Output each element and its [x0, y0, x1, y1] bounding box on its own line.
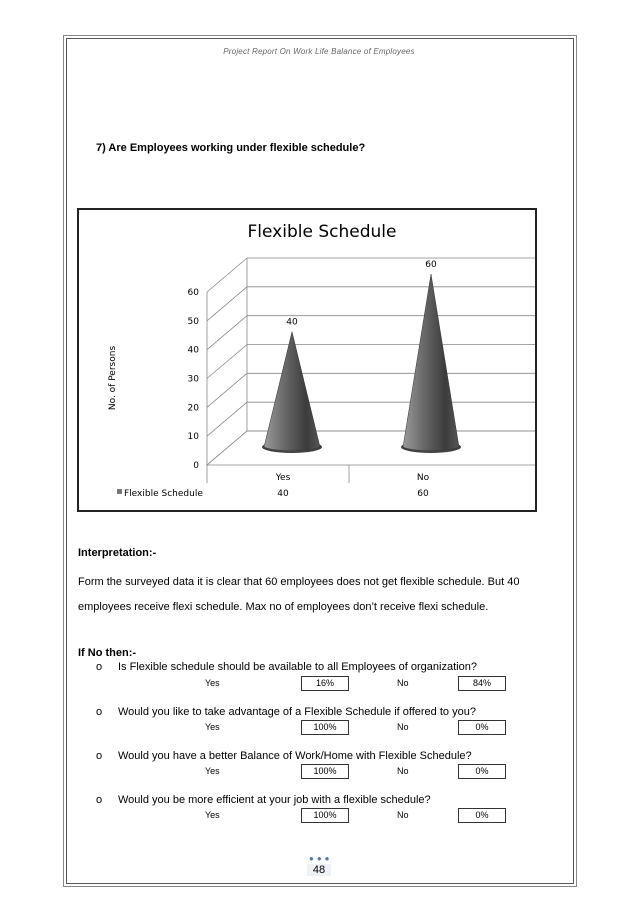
y-tick-label: 50 [187, 316, 199, 327]
yes-value-box: 100% [301, 720, 349, 735]
question-text: Would you be more efficient at your job with a flexible schedule? [118, 794, 431, 806]
question-title: 7) Are Employees working under flexible schedule? [96, 142, 366, 154]
yes-value-box: 16% [301, 676, 349, 691]
gridline-side [207, 258, 247, 292]
table-value: 60 [417, 489, 429, 499]
if-no-title: If No then:- [78, 647, 137, 659]
yes-value-box: 100% [301, 764, 349, 779]
y-tick-label: 60 [187, 288, 199, 298]
no-label: No [397, 722, 409, 732]
bullet-icon: o [96, 661, 103, 673]
y-axis-label: No. of Persons [108, 345, 118, 411]
chart-container [77, 208, 537, 512]
cone-bar [403, 274, 459, 451]
gridline-side [207, 402, 247, 436]
page-header: Project Report On Work Life Balance of Employees [223, 47, 415, 56]
yes-label: Yes [205, 722, 220, 732]
gridline-side [207, 345, 247, 379]
floor-plane [207, 431, 535, 465]
legend-swatch-icon [117, 489, 122, 494]
no-value-box: 0% [458, 808, 506, 823]
bullet-icon: o [96, 794, 103, 806]
no-value-box: 84% [458, 676, 506, 691]
interpretation-body: Form the surveyed data it is clear that 60 employees does not get flexible schedule. But 40 employees receive flexi schedule. Max no of employees don’t receive flexi schedule. [78, 576, 520, 613]
y-tick-label: 10 [187, 432, 199, 443]
y-tick-label: 0 [193, 461, 199, 471]
yes-value-box: 100% [301, 808, 349, 823]
yes-label: Yes [205, 678, 220, 688]
no-value-box: 0% [458, 720, 506, 735]
data-label: 40 [286, 317, 298, 328]
interpretation-title: Interpretation:- [78, 547, 157, 559]
legend-label: Flexible Schedule [124, 489, 203, 499]
gridline-side [207, 431, 247, 465]
chart-svg [79, 210, 535, 510]
gridline-side [207, 373, 247, 407]
page-dots-icon: ●●● [309, 854, 333, 863]
bullet-icon: o [96, 750, 103, 762]
y-tick-label: 30 [187, 374, 199, 385]
gridline-side [207, 316, 247, 350]
question-text: Is Flexible schedule should be available to all Employees of organization? [118, 661, 477, 673]
question-text: Would you like to take advantage of a Flexible Schedule if offered to you? [118, 706, 476, 718]
x-category-label: No [416, 473, 430, 483]
no-label: No [397, 678, 409, 688]
table-value: 40 [277, 489, 289, 499]
chart-title: Flexible Schedule [247, 222, 397, 242]
y-tick-label: 20 [187, 403, 199, 414]
y-tick-label: 40 [187, 345, 199, 356]
data-label: 60 [425, 260, 437, 270]
bullet-icon: o [96, 706, 103, 718]
x-category-label: Yes [275, 473, 291, 483]
question-text: Would you have a better Balance of Work/Home with Flexible Schedule? [118, 750, 472, 762]
page-number: 48 [307, 864, 331, 876]
cone-bar [264, 332, 320, 451]
gridline-side [207, 287, 247, 321]
no-label: No [397, 766, 409, 776]
no-label: No [397, 810, 409, 820]
yes-label: Yes [205, 766, 220, 776]
no-value-box: 0% [458, 764, 506, 779]
yes-label: Yes [205, 810, 220, 820]
